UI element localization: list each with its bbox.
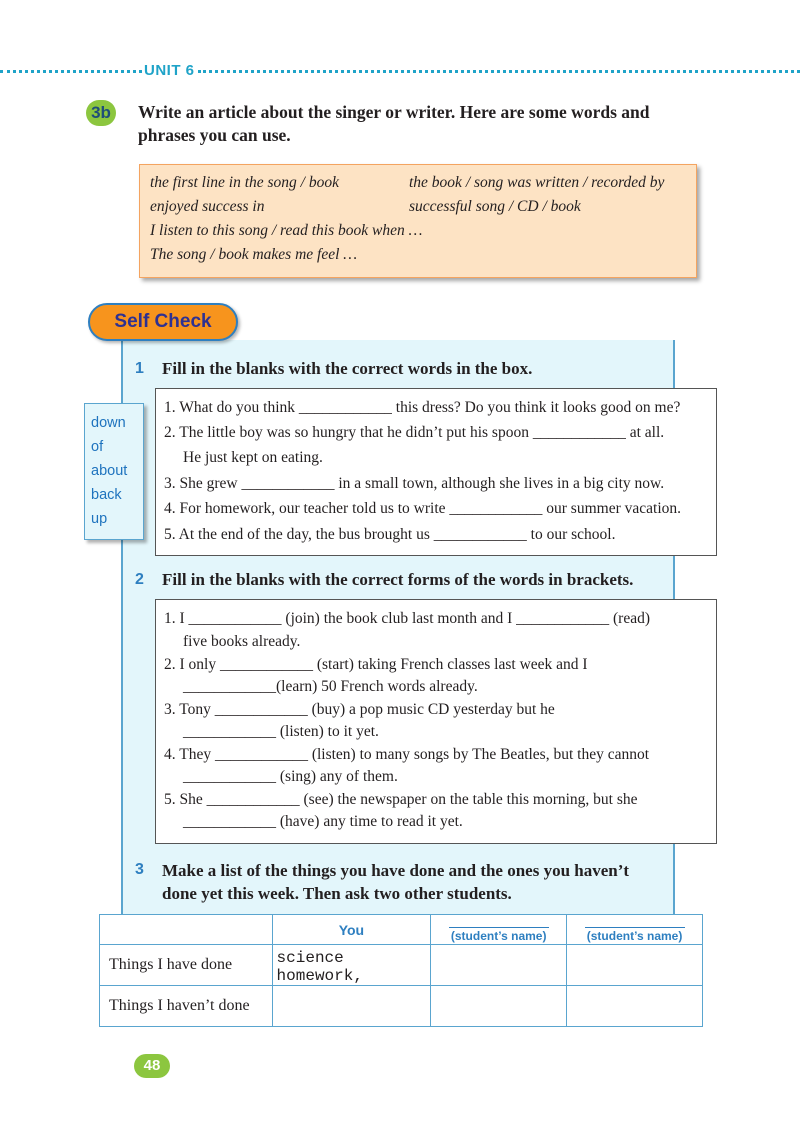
exercise-line: ____________ (sing) any of them. [183, 768, 398, 785]
cell-student2-not-done[interactable] [567, 986, 703, 1027]
phrase: I listen to this song / read this book when … [150, 222, 423, 239]
activities-table [99, 914, 703, 1027]
name-blank-line [449, 927, 549, 928]
exercise-badge-3b: 3b [86, 100, 116, 126]
phrase: the book / song was written / recorded by [409, 174, 665, 191]
cell-student1-not-done[interactable] [431, 986, 567, 1027]
column-header-you: You [272, 915, 431, 945]
question-3-instruction [162, 859, 629, 905]
exercise-line: 1. I ____________ (join) the book club last month and I ____________ (read) [164, 610, 651, 627]
unit-title: UNIT 6 [144, 62, 195, 79]
question-2-exercise-box [155, 599, 717, 844]
phrase: successful song / CD / book [409, 198, 581, 215]
table-header-row [100, 915, 703, 945]
row-label-done: Things I have done [100, 945, 273, 986]
instruction-line: done yet this week. Then ask two other students. [162, 884, 512, 903]
word-option: back [91, 487, 122, 503]
cell-student1-done[interactable] [431, 945, 567, 986]
page-number: 48 [134, 1054, 170, 1078]
word-option: about [91, 463, 128, 479]
exercise-line: 4. For homework, our teacher told us to write ____________ our summer vacation. [164, 500, 681, 517]
word-option: up [91, 511, 108, 527]
word-option: down [91, 415, 126, 431]
exercise-line: ____________ (have) any time to read it yet. [183, 813, 463, 830]
word-box [84, 403, 144, 540]
phrase: The song / book makes me feel … [150, 246, 358, 263]
exercise-line: five books already. [183, 633, 301, 650]
cell-student2-done[interactable] [567, 945, 703, 986]
question-1-instruction: Fill in the blanks with the correct words in the box. [162, 359, 533, 378]
phrase: enjoyed success in [150, 198, 265, 215]
question-1-exercise-box [155, 388, 717, 556]
exercise-line: 2. The little boy was so hungry that he didn’t put his spoon ____________ at all. [164, 424, 665, 441]
useful-phrases-box [139, 164, 697, 278]
header-dotted-line-left [0, 70, 142, 73]
instruction-line: phrases you can use. [138, 125, 291, 145]
question-2-instruction: Fill in the blanks with the correct forms of the words in brackets. [162, 570, 634, 589]
exercise-line: 2. I only ____________ (start) taking French classes last week and I [164, 656, 588, 673]
cell-you-done[interactable]: science homework, [272, 945, 431, 986]
exercise-line: ____________ (listen) to it yet. [183, 723, 379, 740]
exercise-line: 1. What do you think ____________ this dress? Do you think it looks good on me? [164, 399, 681, 416]
exercise-line: 3. She grew ____________ in a small town, although she lives in a big city now. [164, 475, 665, 492]
name-blank-line [585, 927, 685, 928]
instruction-line: Write an article about the singer or writer. Here are some words and [138, 102, 650, 122]
column-header-student-1[interactable] [431, 915, 567, 945]
exercise-3b-instruction [138, 101, 698, 147]
word-option: of [91, 439, 104, 455]
row-label-not-done: Things I haven’t done [100, 986, 273, 1027]
exercise-line: 3. Tony ____________ (buy) a pop music CD yesterday but he [164, 701, 555, 718]
exercise-line: He just kept on eating. [183, 449, 323, 466]
student-name-label: (student’s name) [586, 929, 683, 943]
column-header-student-2[interactable] [567, 915, 703, 945]
exercise-line: 5. She ____________ (see) the newspaper on the table this morning, but she [164, 791, 638, 808]
exercise-line: 5. At the end of the day, the bus brought us ____________ to our school. [164, 526, 616, 543]
table-corner-cell [100, 915, 273, 945]
header-dotted-line-right [198, 70, 800, 73]
student-name-label: (student’s name) [450, 929, 547, 943]
table-row [100, 986, 703, 1027]
question-number-1: 1 [135, 360, 144, 377]
cell-you-not-done[interactable] [272, 986, 431, 1027]
exercise-line: ____________(learn) 50 French words already. [183, 678, 478, 695]
question-number-2: 2 [135, 571, 144, 588]
self-check-title: Self Check [88, 303, 238, 341]
exercise-line: 4. They ____________ (listen) to many songs by The Beatles, but they cannot [164, 746, 650, 763]
phrase: the first line in the song / book [150, 174, 339, 191]
question-number-3: 3 [135, 861, 144, 878]
instruction-line: Make a list of the things you have done and the ones you haven’t [162, 861, 630, 880]
table-row [100, 945, 703, 986]
